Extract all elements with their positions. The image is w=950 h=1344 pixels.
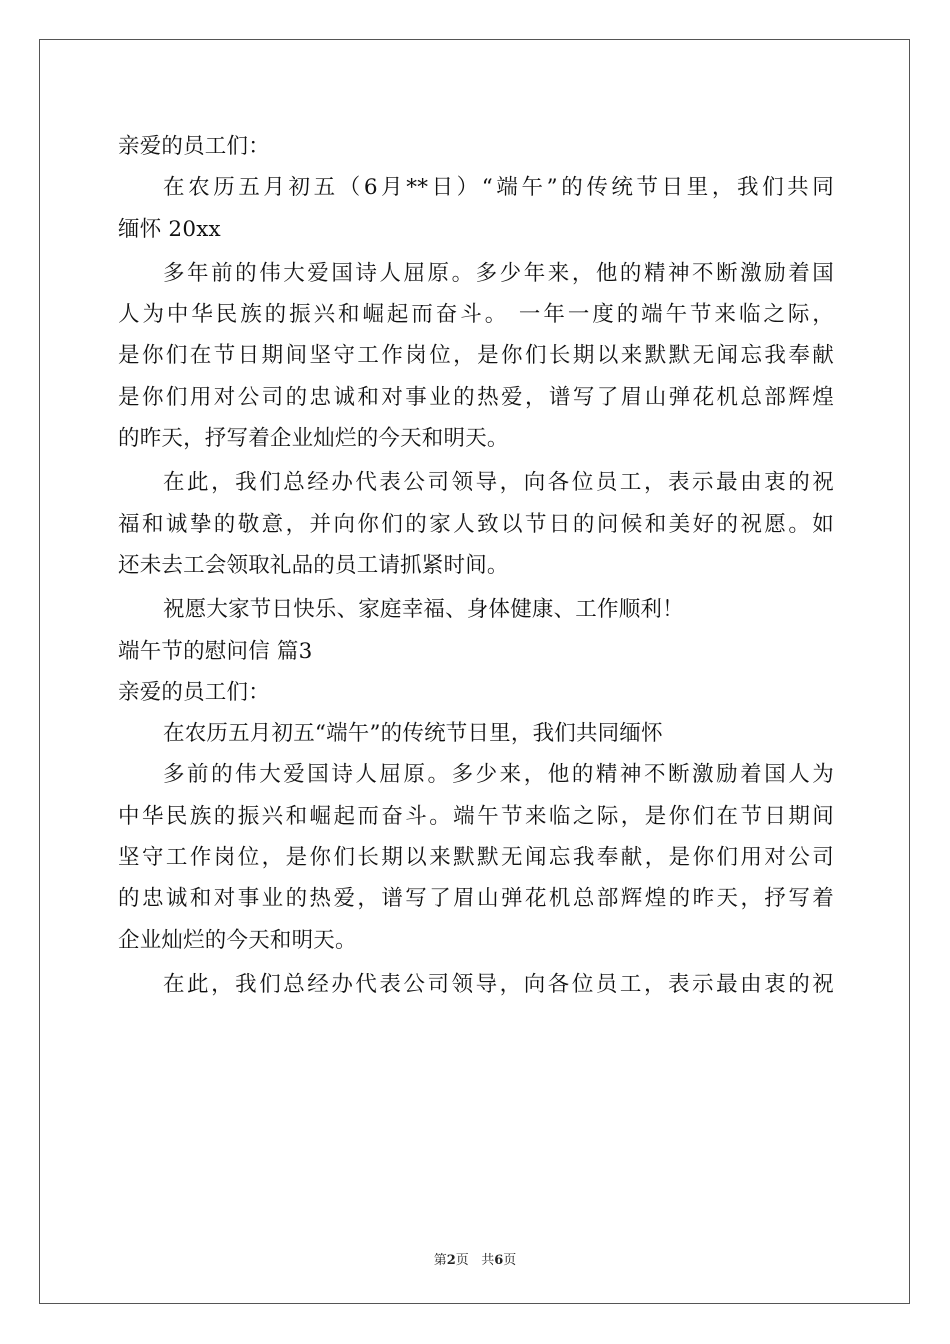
text-line: 坚守工作岗位，是你们长期以来默默无闻忘我奉献，是你们用对公司 bbox=[118, 845, 834, 871]
text-line: 人为中华民族的振兴和崛起而奋斗。 一年一度的端午节来临之际， bbox=[118, 302, 834, 328]
text-line: 中华民族的振兴和崛起而奋斗。端午节来临之际，是你们在节日期间 bbox=[118, 803, 834, 829]
total-suffix: 页 bbox=[503, 1253, 517, 1268]
page-suffix: 页 bbox=[455, 1253, 469, 1268]
text-line: 亲爱的员工们： bbox=[118, 679, 270, 705]
text-line: 在此，我们总经办代表公司领导，向各位员工，表示最由衷的祝 bbox=[163, 971, 834, 997]
text-line: 福和诚挚的敬意，并向你们的家人致以节日的问候和美好的祝愿。如 bbox=[118, 511, 834, 537]
text-line: 在农历五月初五（6月**日）“端午”的传统节日里，我们共同 bbox=[163, 175, 834, 201]
text-line: 还未去工会领取礼品的员工请抓紧时间。 bbox=[118, 552, 509, 578]
text-line: 的忠诚和对事业的热爱，谱写了眉山弹花机总部辉煌的昨天，抒写着 bbox=[118, 886, 834, 912]
text-line: 在农历五月初五“端午”的传统节日里，我们共同缅怀 bbox=[163, 721, 663, 747]
text-line: 企业灿烂的今天和明天。 bbox=[118, 927, 357, 953]
document-body bbox=[118, 126, 834, 1005]
page-prefix: 第 bbox=[433, 1253, 447, 1268]
text-line: 缅怀 20xx bbox=[118, 216, 221, 242]
total-prefix: 共 bbox=[481, 1253, 495, 1268]
text-line: 在此，我们总经办代表公司领导，向各位员工，表示最由衷的祝 bbox=[163, 470, 834, 496]
text-line: 多年前的伟大爱国诗人屈原。多少年来，他的精神不断激励着国 bbox=[163, 260, 834, 286]
text-line: 多前的伟大爱国诗人屈原。多少来，他的精神不断激励着国人为 bbox=[163, 762, 834, 788]
section-heading: 端午节的慰问信 篇3 bbox=[118, 638, 313, 664]
total-pages: 6 bbox=[494, 1253, 504, 1268]
text-line: 是你们用对公司的忠诚和对事业的热爱，谱写了眉山弹花机总部辉煌 bbox=[118, 384, 834, 410]
text-line: 是你们在节日期间坚守工作岗位，是你们长期以来默默无闻忘我奉献 bbox=[118, 343, 834, 369]
page-number: 2 bbox=[446, 1253, 456, 1268]
text-line: 祝愿大家节日快乐、家庭幸福、身体健康、工作顺利！ bbox=[163, 597, 684, 623]
text-line: 的昨天，抒写着企业灿烂的今天和明天。 bbox=[118, 426, 509, 452]
page-footer bbox=[0, 1249, 950, 1268]
text-line: 亲爱的员工们： bbox=[118, 134, 270, 159]
